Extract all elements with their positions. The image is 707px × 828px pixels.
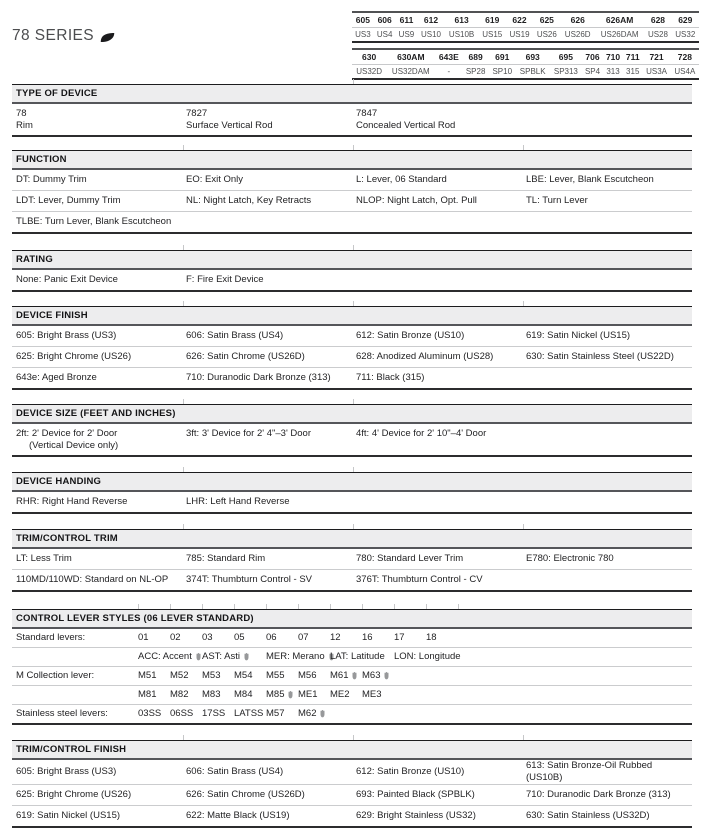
section-title (12, 609, 692, 629)
section-title (12, 740, 692, 760)
table-cell (186, 428, 356, 440)
lever-code (362, 689, 394, 701)
section-title-text: FUNCTION (16, 154, 67, 165)
finish-code: 643E (435, 49, 462, 65)
hand-icon (351, 672, 358, 680)
table-row (12, 648, 692, 667)
table-row (12, 570, 692, 590)
lever-style (394, 651, 461, 663)
table-row (12, 270, 692, 290)
page-header (0, 0, 707, 79)
section-device-finish (12, 301, 692, 390)
lever-code (234, 670, 266, 682)
section-title-text: DEVICE FINISH (16, 310, 88, 321)
lever-code: 01 (138, 632, 149, 643)
table-cell: 711: Black (315) (356, 372, 425, 383)
table-cell: 619: Satin Nickel (US15) (16, 810, 121, 821)
page-title (12, 27, 115, 45)
lever-code (298, 708, 330, 720)
lever-code: 03 (202, 632, 213, 643)
table-row (12, 760, 692, 785)
table-cell: 710: Duranodic Dark Bronze (313) (526, 789, 671, 800)
table-cell: RHR: Right Hand Reverse (16, 496, 128, 507)
table-cell (356, 428, 526, 440)
section-device-handing (12, 467, 692, 514)
section-title-text: CONTROL LEVER STYLES (06 LEVER STANDARD) (16, 613, 254, 624)
finish-equivalent: US26D (564, 30, 591, 39)
lever-code-text: ME3 (362, 689, 382, 700)
lever-code (234, 708, 266, 720)
section-body (12, 170, 692, 234)
section-title (12, 150, 692, 170)
table-row (12, 492, 692, 512)
section-title (12, 306, 692, 326)
finish-equivalent: US4A (674, 67, 696, 76)
finish-code: 622 (506, 12, 533, 28)
lever-code: 12 (330, 632, 341, 643)
table-cell: 622: Matte Black (US19) (186, 810, 290, 821)
finish-code: 628 (644, 12, 671, 28)
lever-code: 05 (234, 632, 245, 643)
lever-code: 16 (362, 632, 373, 643)
finish-code: 689 (462, 49, 489, 65)
finish-table-band-1 (352, 11, 699, 43)
table-cell: 628: Anodized Aluminum (US28) (356, 351, 494, 362)
column-ticks (12, 604, 692, 609)
table-cell: F: Fire Exit Device (186, 274, 264, 285)
section-title (12, 472, 692, 492)
section-body (12, 326, 692, 390)
lever-code-text: M63 (362, 670, 381, 681)
table-row (12, 424, 692, 455)
section-trim-control-finish (12, 735, 692, 828)
finish-code: 629 (672, 12, 699, 28)
device-label: Surface Vertical Rod (186, 120, 273, 131)
section-title (12, 250, 692, 270)
row-label: Stainless steel levers: (16, 708, 108, 719)
finish-equivalent-row (352, 65, 699, 80)
finish-equivalent: US32DAM (391, 67, 430, 76)
table-row (12, 686, 692, 705)
finish-code: 710 (603, 49, 623, 65)
table-row (12, 326, 692, 347)
finish-table-band-2 (352, 48, 699, 80)
finish-equivalent-row (352, 28, 699, 43)
table-cell: L: Lever, 06 Standard (356, 174, 447, 185)
lever-style-text: AST: Asti (202, 651, 241, 662)
device-code: 7827 (186, 108, 208, 119)
finish-equivalent: - (447, 67, 451, 76)
table-cell: 626: Satin Chrome (US26D) (186, 351, 305, 362)
lever-code (266, 708, 298, 720)
hand-icon (383, 672, 390, 680)
section-trim-control-trim (12, 524, 692, 592)
section-control-lever-styles (12, 604, 692, 725)
table-row (12, 629, 692, 648)
table-cell: None: Panic Exit Device (16, 274, 118, 285)
lever-code-text: M83 (202, 689, 221, 700)
table-cell: NLOP: Night Latch, Opt. Pull (356, 195, 477, 206)
column-ticks (12, 735, 692, 740)
finish-equivalent: SP10 (492, 67, 513, 76)
section-function (12, 145, 692, 234)
finish-equivalent: US3A (646, 67, 667, 76)
lever-code: 02 (170, 632, 181, 643)
finish-equivalent: US9 (398, 30, 415, 39)
table-row (12, 806, 692, 826)
device-label: Rim (16, 120, 33, 131)
section-title (12, 84, 692, 104)
table-cell: 612: Satin Bronze (US10) (356, 330, 465, 341)
table-cell: E780: Electronic 780 (526, 553, 614, 564)
lever-code-text: 17SS (202, 708, 226, 719)
lever-style-text: LAT: Latitude (330, 651, 385, 662)
table-row (12, 347, 692, 368)
lever-code (298, 689, 330, 701)
lever-code-text: M51 (138, 670, 157, 681)
finish-equivalent: US32 (675, 30, 696, 39)
lever-code (330, 689, 362, 701)
finish-code: 691 (489, 49, 516, 65)
section-body (12, 492, 692, 514)
table-cell: 785: Standard Rim (186, 553, 266, 564)
finish-code: 721 (642, 49, 670, 65)
table-cell: 625: Bright Chrome (US26) (16, 351, 132, 362)
finish-equivalent: US4 (376, 30, 393, 39)
table-cell: 630: Satin Stainless Steel (US22D) (526, 351, 674, 362)
lever-code-text: M85 (266, 689, 285, 700)
hand-icon (319, 710, 326, 718)
lever-code (362, 670, 394, 682)
table-row (12, 104, 692, 135)
lever-code-text: 03SS (138, 708, 162, 719)
lever-code-text: M56 (298, 670, 317, 681)
table-row (12, 549, 692, 570)
section-title-text: DEVICE SIZE (FEET AND INCHES) (16, 408, 176, 419)
lever-code: 06 (266, 632, 277, 643)
finish-code: 611 (396, 12, 418, 28)
finish-code: 728 (671, 49, 699, 65)
table-cell: NL: Night Latch, Key Retracts (186, 195, 312, 206)
table-cell: 643e: Aged Bronze (16, 372, 97, 383)
finish-equivalent: 315 (626, 67, 640, 76)
column-ticks (12, 399, 692, 404)
finish-equivalent: SP4 (584, 67, 601, 76)
lever-code-text: LATSS (234, 708, 264, 719)
finish-equivalent: US15 (482, 30, 503, 39)
column-ticks (12, 524, 692, 529)
lever-code (202, 689, 234, 701)
table-cell: 619: Satin Nickel (US15) (526, 330, 631, 341)
finish-equivalent: SP313 (553, 67, 578, 76)
lever-code-text: M57 (266, 708, 285, 719)
table-cell: EO: Exit Only (186, 174, 244, 185)
lever-code-text: ME1 (298, 689, 318, 700)
size-option: 3ft: 3' Device for 2' 4"–3' Door (186, 428, 311, 439)
column-ticks (12, 79, 692, 84)
finish-equivalent: US28 (647, 30, 668, 39)
finish-code-row (352, 49, 699, 65)
lever-code: 07 (298, 632, 309, 643)
table-cell: LHR: Left Hand Reverse (186, 496, 290, 507)
section-title-text: RATING (16, 254, 53, 265)
device-label: Concealed Vertical Rod (356, 120, 456, 131)
section-device-size (12, 399, 692, 457)
table-row (12, 212, 692, 232)
table-cell: 780: Standard Lever Trim (356, 553, 464, 564)
section-title (12, 404, 692, 424)
lever-code (330, 670, 362, 682)
table-row (12, 705, 692, 723)
hand-icon (195, 653, 202, 661)
lever-code-text: M61 (330, 670, 349, 681)
finish-code: 605 (352, 12, 374, 28)
section-body (12, 760, 692, 828)
lever-code-text: M81 (138, 689, 157, 700)
lever-code: 18 (426, 632, 437, 643)
table-cell: LDT: Lever, Dummy Trim (16, 195, 121, 206)
finish-equivalent: 313 (606, 67, 620, 76)
table-cell: TLBE: Turn Lever, Blank Escutcheon (16, 216, 172, 227)
finish-equivalent: US26DAM (600, 30, 639, 39)
section-title-text: DEVICE HANDING (16, 476, 102, 487)
lever-code (202, 708, 234, 720)
lever-code-text: M52 (170, 670, 189, 681)
lever-code (138, 708, 170, 720)
table-cell: 693: Painted Black (SPBLK) (356, 789, 475, 800)
table-row (12, 667, 692, 686)
lever-code-text: M54 (234, 670, 253, 681)
lever-style (138, 651, 202, 663)
lever-code (170, 670, 202, 682)
lever-code-text: M82 (170, 689, 189, 700)
lever-code (298, 670, 330, 682)
finish-equivalent: SPBLK (519, 67, 546, 76)
finish-code: 630AM (386, 49, 435, 65)
table-cell: DT: Dummy Trim (16, 174, 87, 185)
hand-icon (243, 653, 250, 661)
table-cell: 629: Bright Stainless (US32) (356, 810, 476, 821)
lever-code (138, 670, 170, 682)
size-option: 4ft: 4' Device for 2' 10"–4' Door (356, 428, 487, 439)
finish-cross-reference-table (352, 11, 699, 85)
column-ticks (12, 245, 692, 250)
table-cell: 612: Satin Bronze (US10) (356, 766, 465, 777)
lever-code-text: M62 (298, 708, 317, 719)
finish-code: 606 (374, 12, 396, 28)
section-body (12, 104, 692, 137)
lever-code-text: M53 (202, 670, 221, 681)
table-cell: 110MD/110WD: Standard on NL-OP (16, 574, 169, 585)
lever-code (138, 689, 170, 701)
device-code: 78 (16, 108, 27, 119)
lever-code-text: ME2 (330, 689, 350, 700)
section-body (12, 424, 692, 457)
table-cell: 605: Bright Brass (US3) (16, 330, 117, 341)
finish-code: 711 (623, 49, 642, 65)
section-title (12, 529, 692, 549)
table-cell: 605: Bright Brass (US3) (16, 766, 117, 777)
table-row (12, 170, 692, 191)
finish-code: 619 (479, 12, 506, 28)
table-cell: 374T: Thumbturn Control - SV (186, 574, 313, 585)
finish-equivalent: US3 (355, 30, 371, 39)
table-cell: 606: Satin Brass (US4) (186, 330, 284, 341)
column-ticks (12, 145, 692, 150)
table-cell: 376T: Thumbturn Control - CV (356, 574, 483, 585)
finish-equivalent: US26 (536, 30, 557, 39)
lever-style-text: ACC: Accent (138, 651, 192, 662)
finish-code: 626AM (595, 12, 644, 28)
table-cell: 606: Satin Brass (US4) (186, 766, 284, 777)
table-cell: 626: Satin Chrome (US26D) (186, 789, 305, 800)
column-ticks (12, 467, 692, 472)
size-option: 2ft: 2' Device for 2' Door (16, 428, 118, 439)
lever-style (266, 651, 330, 663)
table-row (12, 785, 692, 806)
size-option-note: (Vertical Device only) (29, 440, 119, 451)
lever-code (202, 670, 234, 682)
finish-equivalent: SP28 (465, 67, 486, 76)
table-row (12, 191, 692, 212)
finish-equivalent: US32D (356, 67, 383, 76)
section-body (12, 629, 692, 725)
finish-code: 693 (516, 49, 550, 65)
lever-code (266, 670, 298, 682)
section-body (12, 270, 692, 292)
finish-code: 630 (352, 49, 386, 65)
lever-code (170, 689, 202, 701)
series-title-text: 78 SERIES (12, 27, 95, 44)
lever-style (330, 651, 394, 663)
section-title-text: TYPE OF DEVICE (16, 88, 98, 99)
lever-code (266, 689, 298, 701)
lever-code-text: 06SS (170, 708, 194, 719)
section-title-text: TRIM/CONTROL FINISH (16, 744, 127, 755)
finish-code: 612 (417, 12, 444, 28)
finish-equivalent: US19 (509, 30, 530, 39)
lever-code (234, 689, 266, 701)
table-cell: TL: Turn Lever (526, 195, 588, 206)
row-label: Standard levers: (16, 632, 86, 643)
section-title-text: TRIM/CONTROL TRIM (16, 533, 118, 544)
finish-equivalent: US10 (420, 30, 441, 39)
table-cell: 710: Duranodic Dark Bronze (313) (186, 372, 331, 383)
finish-code-row (352, 12, 699, 28)
row-label: M Collection lever: (16, 670, 95, 681)
lever-style-text: LON: Longitude (394, 651, 461, 662)
section-type-of-device (12, 79, 692, 137)
device-code: 7847 (356, 108, 378, 119)
lever-code (170, 708, 202, 720)
table-cell (16, 428, 186, 452)
section-body (12, 549, 692, 592)
section-rating (12, 245, 692, 292)
lever-code: 17 (394, 632, 405, 643)
finish-code: 626 (560, 12, 594, 28)
finish-code: 706 (582, 49, 603, 65)
lever-code-text: M55 (266, 670, 285, 681)
table-cell: LT: Less Trim (16, 553, 72, 564)
lever-code-text: M84 (234, 689, 253, 700)
lever-style (202, 651, 266, 663)
lever-style-text: MER: Merano (266, 651, 325, 662)
column-ticks (12, 301, 692, 306)
finish-code: 613 (445, 12, 479, 28)
table-cell: 613: Satin Bronze-Oil Rubbed (US10B) (526, 760, 653, 783)
table-cell: 630: Satin Stainless (US32D) (526, 810, 650, 821)
table-cell (356, 108, 526, 132)
table-cell: 625: Bright Chrome (US26) (16, 789, 132, 800)
finish-equivalent: US10B (448, 30, 475, 39)
table-row (12, 368, 692, 388)
finish-code: 625 (533, 12, 560, 28)
table-cell (16, 108, 186, 132)
leaf-icon (100, 30, 115, 43)
hand-icon (287, 691, 294, 699)
table-cell: LBE: Lever, Blank Escutcheon (526, 174, 654, 185)
table-cell (186, 108, 356, 132)
finish-code: 695 (550, 49, 582, 65)
